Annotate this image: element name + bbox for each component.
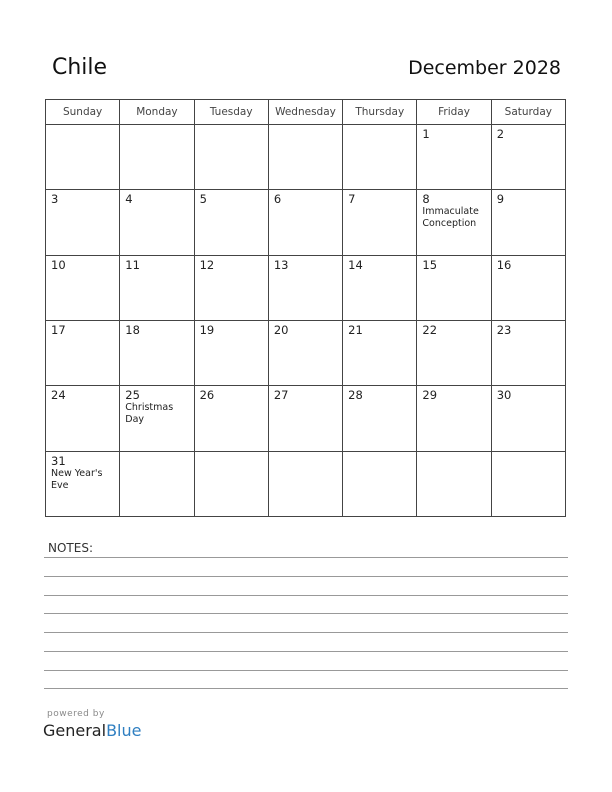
day-number: 5 [199, 192, 207, 207]
calendar-day-cell [343, 125, 417, 190]
brand-blue-text: Blue [106, 721, 142, 740]
day-number: 22 [422, 322, 438, 337]
day-number: 9 [496, 192, 505, 207]
calendar-day-cell [194, 190, 268, 255]
weekday-header-row [46, 100, 566, 125]
day-number: 8 [422, 192, 430, 207]
calendar-grid [45, 99, 566, 517]
notes-line [44, 632, 568, 633]
calendar-day-cell [46, 255, 120, 320]
notes-line [44, 576, 568, 577]
calendar-day-cell [120, 386, 194, 451]
day-number: 7 [348, 192, 356, 207]
calendar-day-cell [343, 255, 417, 320]
calendar-day-cell [417, 190, 491, 255]
calendar-day-cell [46, 386, 120, 451]
calendar-day-cell [343, 190, 417, 255]
calendar-day-cell [120, 320, 194, 385]
brand-general-text: General [43, 721, 107, 740]
notes-line [44, 688, 568, 689]
day-number: 1 [422, 127, 430, 141]
calendar-day-cell [268, 320, 342, 385]
day-number: 13 [273, 257, 289, 272]
day-number: 15 [422, 257, 438, 272]
day-number: 3 [51, 192, 59, 207]
calendar-day-cell [46, 320, 120, 385]
weekday-monday: Monday [120, 100, 194, 125]
day-number: 31 [51, 453, 66, 468]
calendar-day-cell [194, 320, 268, 385]
day-number: 20 [273, 322, 289, 337]
day-number [269, 125, 342, 128]
day-number: 18 [125, 322, 140, 337]
day-number [343, 125, 416, 128]
day-number [343, 452, 416, 455]
calendar-day-cell [491, 255, 565, 320]
day-number: 4 [125, 192, 133, 207]
calendar-day-cell [46, 451, 120, 516]
calendar-day-cell [417, 386, 491, 451]
calendar-day-cell [417, 320, 491, 385]
day-number: 21 [348, 322, 363, 337]
calendar-body [46, 125, 566, 517]
day-number [120, 452, 193, 455]
day-number: 30 [496, 388, 512, 403]
day-number: 14 [348, 257, 363, 272]
calendar-day-cell [194, 255, 268, 320]
calendar-day-cell [417, 125, 491, 190]
calendar-day-cell [268, 255, 342, 320]
calendar-week-row [46, 125, 566, 190]
brand-logo [43, 721, 141, 740]
calendar-day-cell [46, 125, 120, 190]
weekday-friday: Friday [417, 100, 491, 125]
calendar-day-cell [491, 320, 565, 385]
day-number [120, 125, 193, 128]
calendar-day-cell [491, 386, 565, 451]
calendar-week-row [46, 386, 566, 451]
holiday-label: New Year's Eve [51, 467, 103, 491]
day-number [195, 125, 268, 128]
calendar-week-row [46, 451, 566, 516]
calendar-day-cell [120, 190, 194, 255]
notes-line [44, 613, 568, 614]
day-number: 26 [199, 388, 215, 403]
calendar-day-cell [491, 451, 565, 516]
day-number: 27 [273, 388, 289, 403]
weekday-tuesday: Tuesday [194, 100, 268, 125]
day-number [195, 452, 268, 455]
calendar-day-cell [46, 190, 120, 255]
notes-label: NOTES: [48, 541, 93, 555]
day-number: 16 [496, 257, 512, 272]
calendar-day-cell [268, 125, 342, 190]
notes-line [44, 651, 568, 652]
calendar-day-cell [343, 386, 417, 451]
day-number: 29 [422, 388, 438, 403]
day-number: 2 [496, 127, 505, 141]
weekday-saturday: Saturday [491, 100, 565, 125]
calendar-day-cell [268, 451, 342, 516]
calendar-day-cell [194, 386, 268, 451]
country-title: Chile [52, 55, 108, 80]
calendar-week-row [46, 190, 566, 255]
month-year-title: December 2028 [408, 57, 561, 79]
day-number: 28 [348, 388, 363, 403]
calendar-day-cell [194, 125, 268, 190]
day-number: 11 [125, 257, 140, 272]
calendar-day-cell [120, 451, 194, 516]
calendar-week-row [46, 255, 566, 320]
calendar-day-cell [194, 451, 268, 516]
day-number: 17 [51, 322, 66, 337]
holiday-label: Christmas Day [125, 402, 174, 426]
holiday-label: Immaculate Conception [422, 206, 479, 230]
day-number: 23 [496, 322, 512, 337]
calendar-day-cell [268, 190, 342, 255]
calendar-day-cell [268, 386, 342, 451]
calendar-week-row [46, 320, 566, 385]
calendar-day-cell [120, 125, 194, 190]
day-number [46, 125, 119, 128]
calendar-day-cell [120, 255, 194, 320]
day-number: 19 [199, 322, 215, 337]
calendar-day-cell [343, 320, 417, 385]
weekday-thursday: Thursday [343, 100, 417, 125]
day-number [492, 452, 565, 455]
notes-line [44, 670, 568, 671]
day-number: 6 [273, 192, 282, 207]
calendar-day-cell [491, 125, 565, 190]
weekday-sunday: Sunday [46, 100, 120, 125]
day-number: 24 [51, 388, 66, 403]
powered-by-text: powered by [47, 709, 105, 719]
day-number: 12 [199, 257, 215, 272]
day-number: 10 [51, 257, 66, 272]
day-number [269, 452, 342, 455]
calendar-day-cell [491, 190, 565, 255]
notes-line [44, 557, 568, 558]
day-number: 25 [125, 388, 140, 403]
day-number [417, 452, 490, 455]
weekday-wednesday: Wednesday [268, 100, 342, 125]
calendar-day-cell [417, 255, 491, 320]
notes-line [44, 595, 568, 596]
calendar-day-cell [417, 451, 491, 516]
calendar-day-cell [343, 451, 417, 516]
